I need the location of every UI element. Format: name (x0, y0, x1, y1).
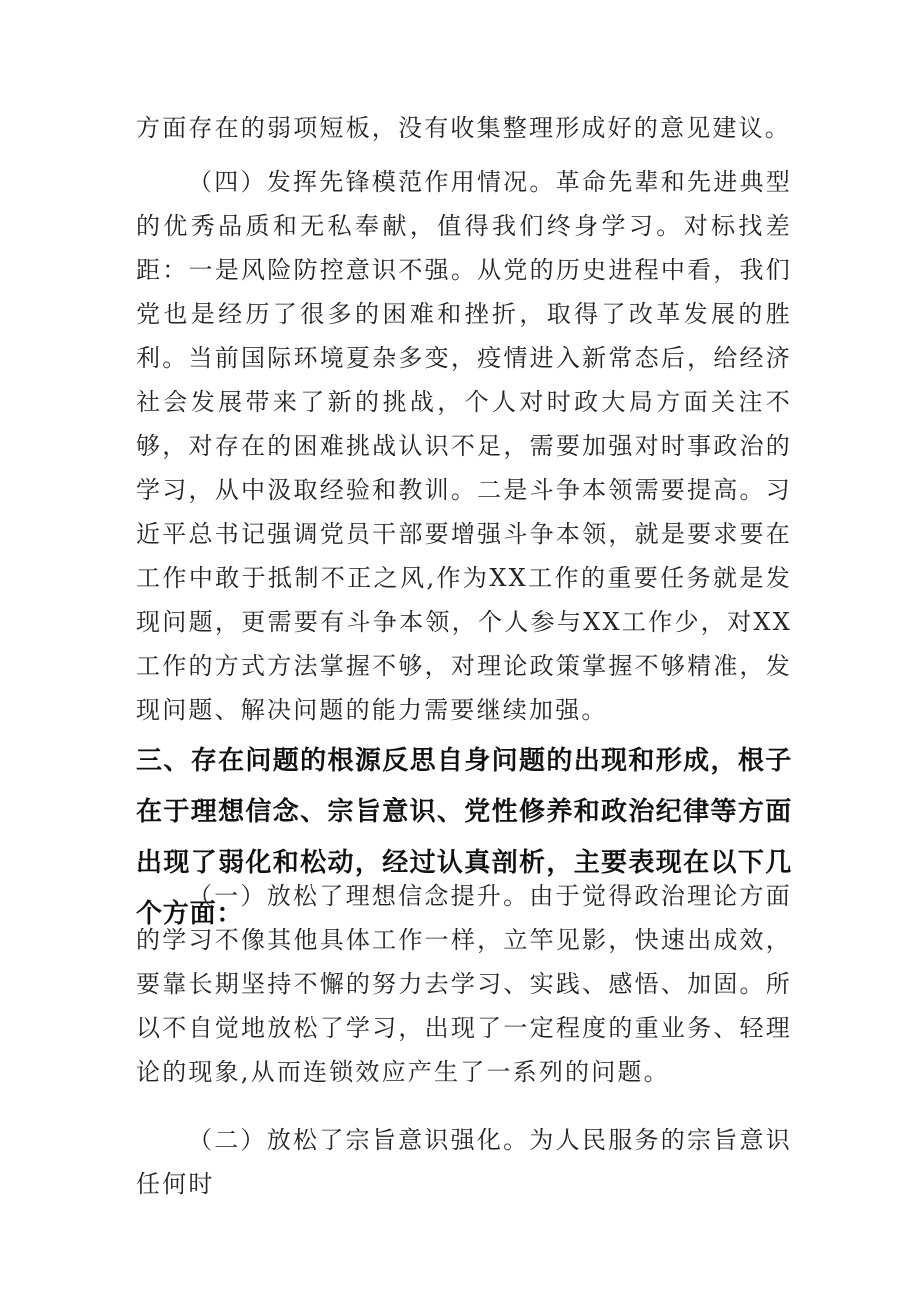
paragraph-subsection-two (136, 1118, 792, 1206)
paragraph-text: （一）放松了理想信念提升。由于觉得政治理论方面的学习不像其他具体工作一样，立竿见影，快速出成效，要靠长期坚持不懈的努力去学习、实践、感悟、加固。所以不自觉地放松了学习，出现了一定程度的重业务、轻理论的现象,从而连锁效应产生了一系列的问题。 (136, 882, 792, 1086)
heading-text: 三、存在问题的根源反思自身问题的出现和形成，根子在于理想信念、宗旨意识、党性修养和政治纪律等方面出现了弱化和松动，经过认真剖析，主要表现在以下几个方面： (136, 746, 792, 929)
paragraph-section-four (136, 160, 792, 732)
paragraph-text: （四）发挥先锋模范作用情况。革命先辈和先进典型的优秀品质和无私奉献，值得我们终身学习。对标找差距：一是风险防控意识不强。从党的历史进程中看，我们党也是经历了很多的困难和挫折，取得了改革发展的胜利。当前国际环境夏杂多变，疫情进入新常态后，给经济社会发展带来了新的挑战，个人对时政大局方面关注不够，对存在的困难挑战认识不足，需要加强对时事政治的学习，从中汲取经验和教训。二是斗争本领需要提高。习近平总书记强调党员干部要增强斗争本领，就是要求要在工作中敢于抵制不正之风,作为XX工作的重要任务就是发现问题，更需要有斗争本领，个人参与XX工作少，对XX工作的方式方法掌握不够，对理论政策掌握不够精准，发现问题、解决问题的能力需要继续加强。 (136, 168, 792, 724)
paragraph-continuation (136, 106, 792, 150)
paragraph-text: 方面存在的弱项短板，没有收集整理形成好的意见建议。 (136, 114, 791, 142)
paragraph-text: （二）放松了宗旨意识强化。为人民服务的宗旨意识任何时 (136, 1126, 792, 1198)
paragraph-subsection-one (136, 874, 792, 1094)
